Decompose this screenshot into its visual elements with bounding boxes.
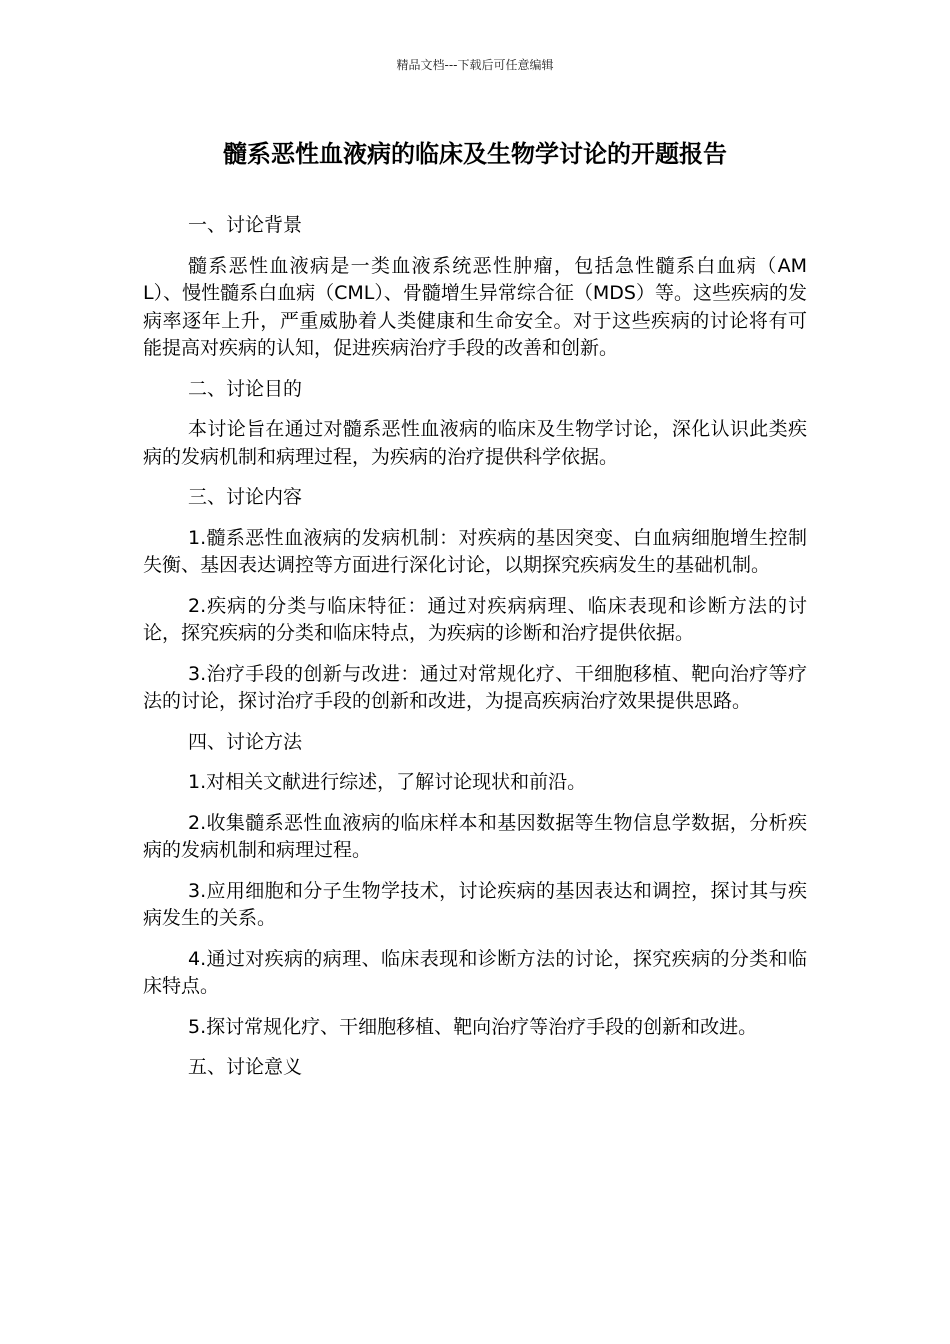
method-item-5: 5.探讨常规化疗、干细胞移植、靶向治疗等治疗手段的创新和改进。: [188, 1015, 758, 1038]
method-item-3: 3.应用细胞和分子生物学技术，讨论疾病的基因表达和调控，探讨其与疾病发生的关系。: [143, 879, 807, 929]
method-item-1: 1.对相关文献进行综述，了解讨论现状和前沿。: [188, 771, 587, 793]
section-heading-purpose: 二、讨论目的: [188, 377, 303, 400]
paragraph-background: 髓系恶性血液病是一类血液系统恶性肿瘤，包括急性髓系白血病（AML）、慢性髓系白血病（CML）、骨髓增生异常综合征（MDS）等。这些疾病的发病率逐年上升，严重威胁着人类健康和生命安全。对于这些疾病的讨论将有可能提高对疾病的认知，促进疾病治疗手段的改善和创新。: [143, 254, 807, 359]
header-note: 精品文档---下载后可任意编辑: [396, 58, 554, 72]
method-item-4: 4.通过对疾病的病理、临床表现和诊断方法的讨论，探究疾病的分类和临床特点。: [143, 947, 807, 997]
content-item-2: 2.疾病的分类与临床特征：通过对疾病病理、临床表现和诊断方法的讨论，探究疾病的分类和临床特点，为疾病的诊断和治疗提供依据。: [143, 594, 807, 644]
section-heading-background: 一、讨论背景: [188, 214, 303, 236]
paragraph-purpose: 本讨论旨在通过对髓系恶性血液病的临床及生物学讨论，深化认识此类疾病的发病机制和病理过程，为疾病的治疗提供科学依据。: [143, 418, 807, 468]
section-heading-methods: 四、讨论方法: [188, 730, 303, 753]
section-heading-significance: 五、讨论意义: [188, 1056, 303, 1078]
document-title: 髓系恶性血液病的临床及生物学讨论的开题报告: [223, 140, 727, 168]
content-item-1: 1.髓系恶性血液病的发病机制：对疾病的基因突变、白血病细胞增生控制失衡、基因表达调控等方面进行深化讨论，以期探究疾病发生的基础机制。: [143, 526, 807, 576]
content-item-3: 3.治疗手段的创新与改进：通过对常规化疗、干细胞移植、靶向治疗等疗法的讨论，探讨治疗手段的创新和改进，为提高疾病治疗效果提供思路。: [143, 662, 807, 712]
document-body: [143, 212, 807, 1095]
method-item-2: 2.收集髓系恶性血液病的临床样本和基因数据等生物信息学数据，分析疾病的发病机制和病理过程。: [143, 811, 807, 861]
section-heading-content: 三、讨论内容: [188, 486, 303, 508]
